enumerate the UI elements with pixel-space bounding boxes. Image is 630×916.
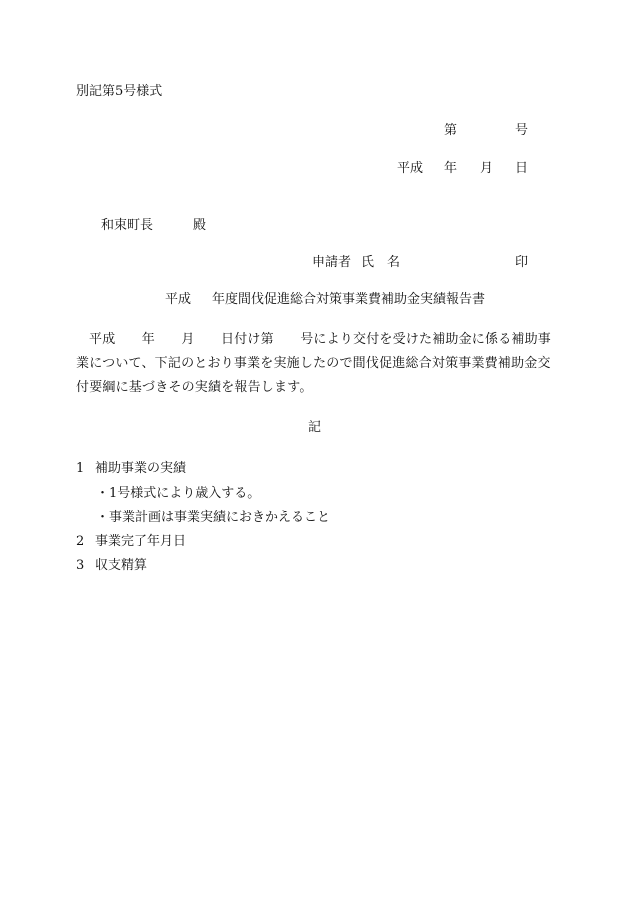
- seal-mark: 印: [515, 255, 529, 270]
- list-item: [96, 486, 260, 502]
- item-number: 3: [76, 558, 85, 573]
- item-text: 収支精算: [95, 558, 148, 573]
- date-year: 年: [444, 161, 458, 176]
- applicant-label: 申請者: [312, 255, 352, 270]
- item-text: ・1号様式により歳入する。: [96, 486, 261, 501]
- list-item: [76, 534, 187, 550]
- form-label: 別記第5号様式: [76, 84, 163, 99]
- ki-heading: 記: [308, 420, 322, 435]
- item-number: 2: [76, 534, 85, 549]
- item-number: 1: [76, 461, 85, 476]
- list-item: [76, 461, 187, 477]
- date-month: 月: [480, 161, 494, 176]
- date-day: 日: [515, 161, 529, 176]
- addressee-name: 和束町長: [101, 218, 154, 233]
- body-paragraph: 平成 年 月 日付け第 号により交付を受けた補助金に係る補助事業について、下記のとおり事業を実施したので間伐促進総合対策事業費補助金交付要綱に基づきその実績を報告します。: [76, 332, 552, 395]
- list-item: [96, 510, 330, 526]
- item-text: 事業完了年月日: [95, 534, 187, 549]
- report-title-era: 平成: [165, 292, 192, 307]
- document-number-prefix: 第: [444, 123, 458, 138]
- date-era: 平成: [397, 161, 424, 176]
- applicant-name-label: 氏 名: [361, 255, 401, 270]
- addressee-honorific: 殿: [193, 218, 207, 233]
- item-text: ・事業計画は事業実績におきかえること: [96, 510, 331, 525]
- item-text: 補助事業の実績: [95, 461, 187, 476]
- list-item: [76, 558, 148, 574]
- report-title: 年度間伐促進総合対策事業費補助金実績報告書: [212, 292, 486, 307]
- document-number-suffix: 号: [515, 123, 529, 138]
